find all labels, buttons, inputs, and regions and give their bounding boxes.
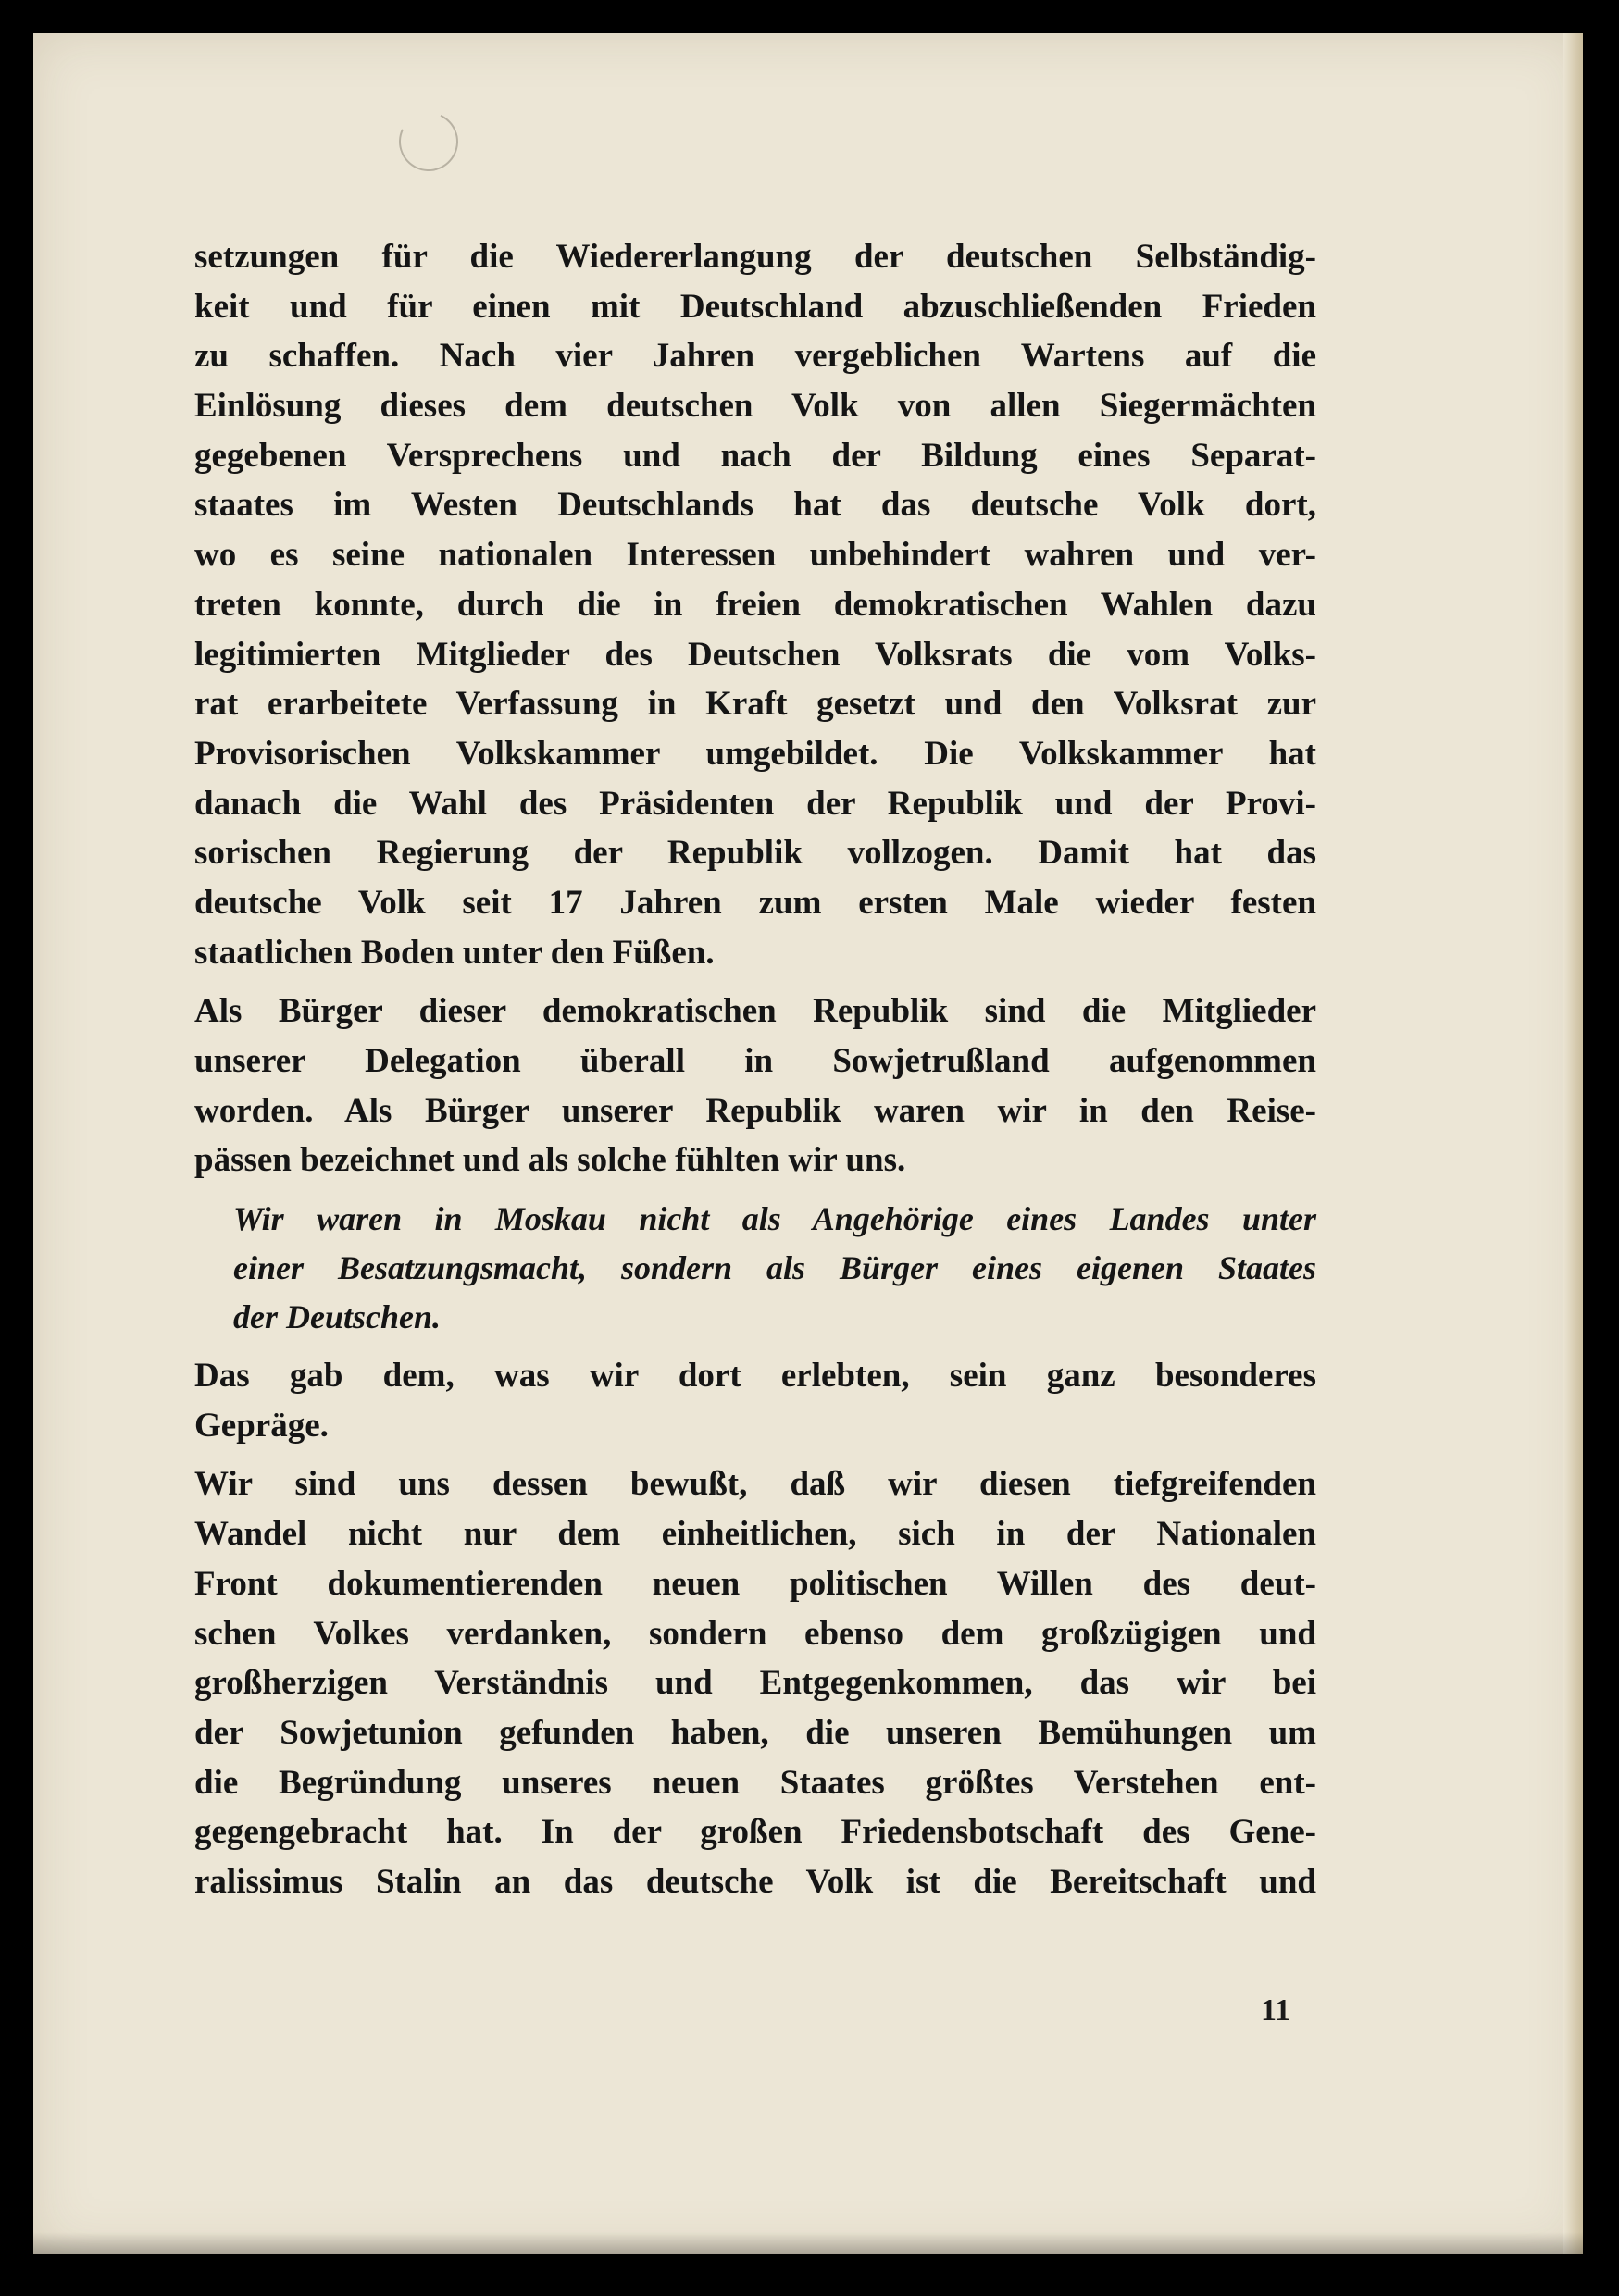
paper-blemish — [391, 104, 467, 180]
paragraph-3 — [194, 1351, 1316, 1450]
paragraph-4 — [194, 1459, 1316, 1906]
paragraph-1 — [194, 232, 1316, 977]
text-line: worden. Als Bürger unserer Republik waren wir in den Reise- — [194, 1091, 1316, 1130]
text-line: Provisorischen Volkskammer umgebildet. Die Volkskammer hat — [194, 734, 1316, 773]
text-line: gegebenen Versprechens und nach der Bildung eines Separat- — [194, 436, 1316, 475]
text-line: Das gab dem, was wir dort erlebten, sein ganz besonderes — [194, 1357, 1316, 1396]
text-line: staates im Westen Deutschlands hat das deutsche Volk dort, — [194, 486, 1316, 525]
text-line: schen Volkes verdanken, sondern ebenso dem großzügigen und — [194, 1614, 1316, 1653]
text-line: danach die Wahl des Präsidenten der Republik und der Provi- — [194, 784, 1316, 823]
text-line: wo es seine nationalen Interessen unbehindert wahren und ver- — [194, 536, 1316, 575]
text-line: staatlichen Boden unter den Füßen. — [194, 933, 715, 972]
text-line: legitimierten Mitglieder des Deutschen Volksrats die vom Volks- — [194, 635, 1316, 674]
text-line: deutsche Volk seit 17 Jahren zum ersten Male wieder festen — [194, 883, 1316, 922]
text-line: setzungen für die Wiedererlangung der deutschen Selbständig- — [194, 238, 1316, 276]
text-line: treten konnte, durch die in freien demokratischen Wahlen dazu — [194, 585, 1316, 624]
text-line: Front dokumentierenden neuen politischen Willen des deut- — [194, 1564, 1316, 1603]
text-line: Gepräge. — [194, 1406, 329, 1445]
text-line: die Begründung unseres neuen Staates größtes Verstehen ent- — [194, 1763, 1316, 1802]
text-line: unserer Delegation überall in Sowjetrußland aufgenommen — [194, 1042, 1316, 1080]
page-number: 11 — [1261, 1993, 1291, 2028]
text-line: rat erarbeitete Verfassung in Kraft gesetzt und den Volksrat zur — [194, 685, 1316, 724]
text-line: Als Bürger dieser demokratischen Republik sind die Mitglieder — [194, 992, 1316, 1031]
page-edge-shadow — [1563, 33, 1583, 2254]
italic-quote — [194, 1195, 1316, 1342]
text-line: gegengebracht hat. In der großen Friedensbotschaft des Gene- — [194, 1813, 1316, 1852]
paragraph-2 — [194, 987, 1316, 1185]
text-line: Wandel nicht nur dem einheitlichen, sich in der Nationalen — [194, 1515, 1316, 1554]
text-line: pässen bezeichnet und als solche fühlten wir uns. — [194, 1141, 906, 1180]
book-page — [33, 33, 1583, 2254]
page-text-block — [194, 232, 1316, 1907]
text-line: Wir waren in Moskau nicht als Angehörige eines Landes unter — [233, 1200, 1316, 1238]
text-line: Einlösung dieses dem deutschen Volk von allen Siegermächten — [194, 387, 1316, 426]
text-line: großherzigen Verständnis und Entgegenkommen, das wir bei — [194, 1664, 1316, 1703]
text-line: der Sowjetunion gefunden haben, die unseren Bemühungen um — [194, 1713, 1316, 1752]
text-line: ralissimus Stalin an das deutsche Volk ist die Bereitschaft und — [194, 1862, 1316, 1901]
text-line: sorischen Regierung der Republik vollzogen. Damit hat das — [194, 834, 1316, 873]
text-line: keit und für einen mit Deutschland abzuschließenden Frieden — [194, 287, 1316, 326]
text-line: Wir sind uns dessen bewußt, daß wir diesen tiefgreifenden — [194, 1465, 1316, 1504]
page-bottom-shadow — [33, 2232, 1583, 2254]
text-line: der Deutschen. — [233, 1298, 441, 1336]
text-line: einer Besatzungsmacht, sondern als Bürger eines eigenen Staates — [233, 1249, 1316, 1287]
text-line: zu schaffen. Nach vier Jahren vergeblichen Wartens auf die — [194, 337, 1316, 376]
